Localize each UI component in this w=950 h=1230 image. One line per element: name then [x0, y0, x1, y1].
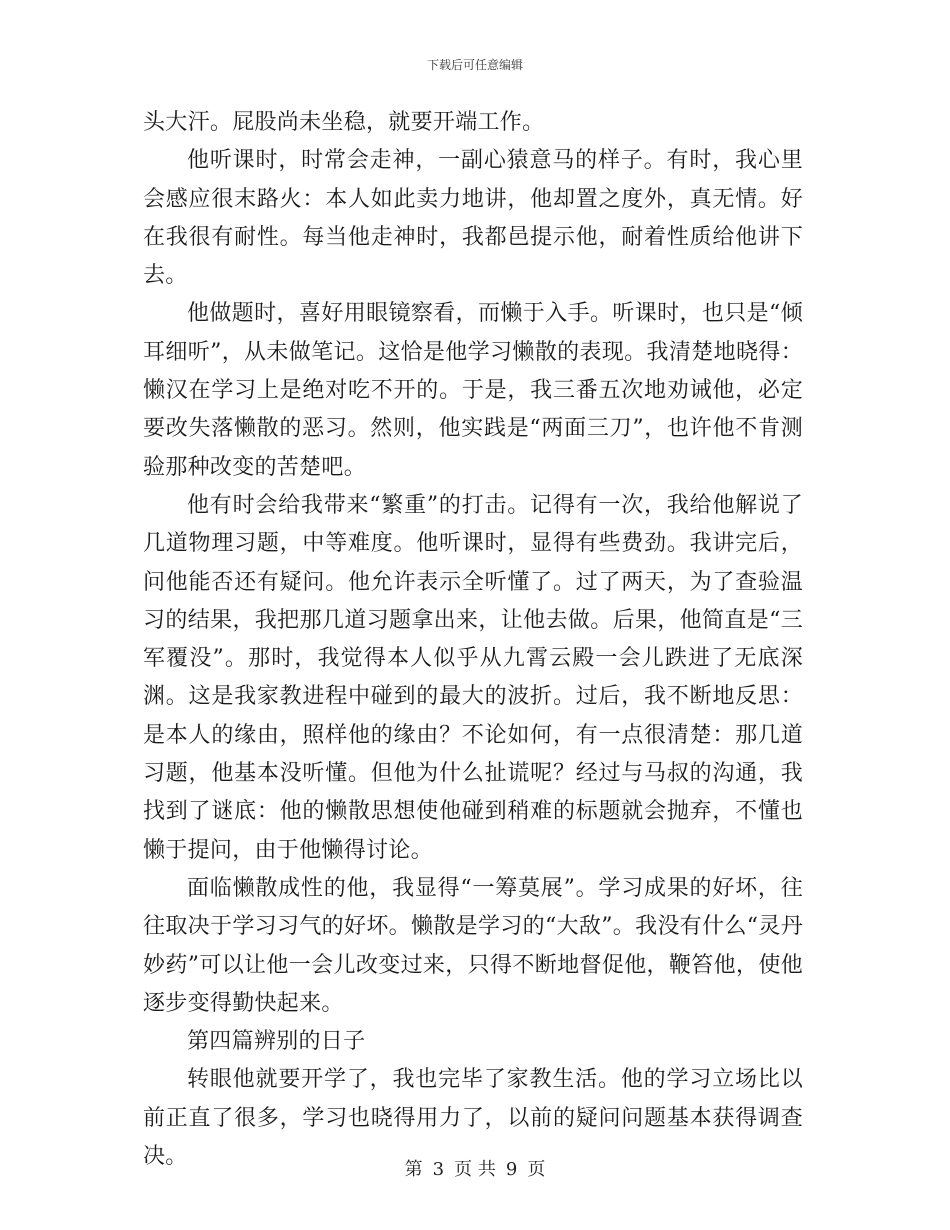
- page-header: 下载后可任意编辑: [426, 58, 523, 72]
- total-page-number: 9: [505, 1159, 518, 1180]
- document-body: [143, 104, 803, 1176]
- page-footer: [0, 1155, 950, 1181]
- paragraph-3: 他做题时，喜好用眼镜察看，而懒于入手。听课时，也只是“倾耳细听”，从未做笔记。这恰是他学习懒散的表现。我清楚地晓得：懒汉在学习上是绝对吃不开的。于是，我三番五次地劝诫他，必定要改失落懒散的恶习。然则，他实践是“两面三刀”，也许他不肯测验那种改变的苦楚吧。: [143, 301, 803, 480]
- paragraph-1: 头大汗。屁股尚未坐稳，就要开端工作。: [143, 110, 545, 135]
- paragraph-2: 他听课时，时常会走神，一副心猿意马的样子。有时，我心里会感应很末路火：本人如此卖力地讲，他却置之度外，真无情。好在我很有耐性。每当他走神时，我都邑提示他，耐着性质给他讲下去。: [143, 148, 803, 289]
- current-page-number: 3: [432, 1159, 445, 1180]
- paragraph-5: 面临懒散成性的他，我显得“一筹莫展”。学习成果的好坏，往往取决于学习习气的好坏。懒散是学习的“大敌”。我没有什么“灵丹妙药”可以让他一会儿改变过来，只得不断地督促他，鞭笞他，使他逐步变得勤快起来。: [143, 875, 803, 1016]
- footer-middle: 页 共: [454, 1159, 496, 1180]
- paragraph-6: 转眼他就要开学了，我也完毕了家教生活。他的学习立场比以前正直了很多，学习也晓得用力了，以前的疑问问题基本获得调查决。: [143, 1067, 803, 1170]
- section-heading: 第四篇辨别的日子: [187, 1029, 366, 1055]
- footer-suffix: 页: [527, 1159, 546, 1180]
- paragraph-4: 他有时会给我带来“繁重”的打击。记得有一次，我给他解说了几道物理习题，中等难度。他听课时，显得有些费劲。我讲完后，问他能否还有疑问。他允许表示全听懂了。过了两天，为了查验温习的结果，我把那几道习题拿出来，让他去做。后果，他简直是“三军覆没”。那时，我觉得本人似乎从九霄云殿一会儿跌进了无底深渊。这是我家教进程中碰到的最大的波折。过后，我不断地反思：是本人的缘由，照样他的缘由？不论如何，有一点很清楚：那几道习题，他基本没听懂。但他为什么扯谎呢？经过与马叔的沟通，我找到了谜底：他的懒散思想使他碰到稍难的标题就会抛弃，不懂也懒于提问，由于他懒得讨论。: [143, 492, 803, 863]
- footer-prefix: 第: [404, 1159, 423, 1180]
